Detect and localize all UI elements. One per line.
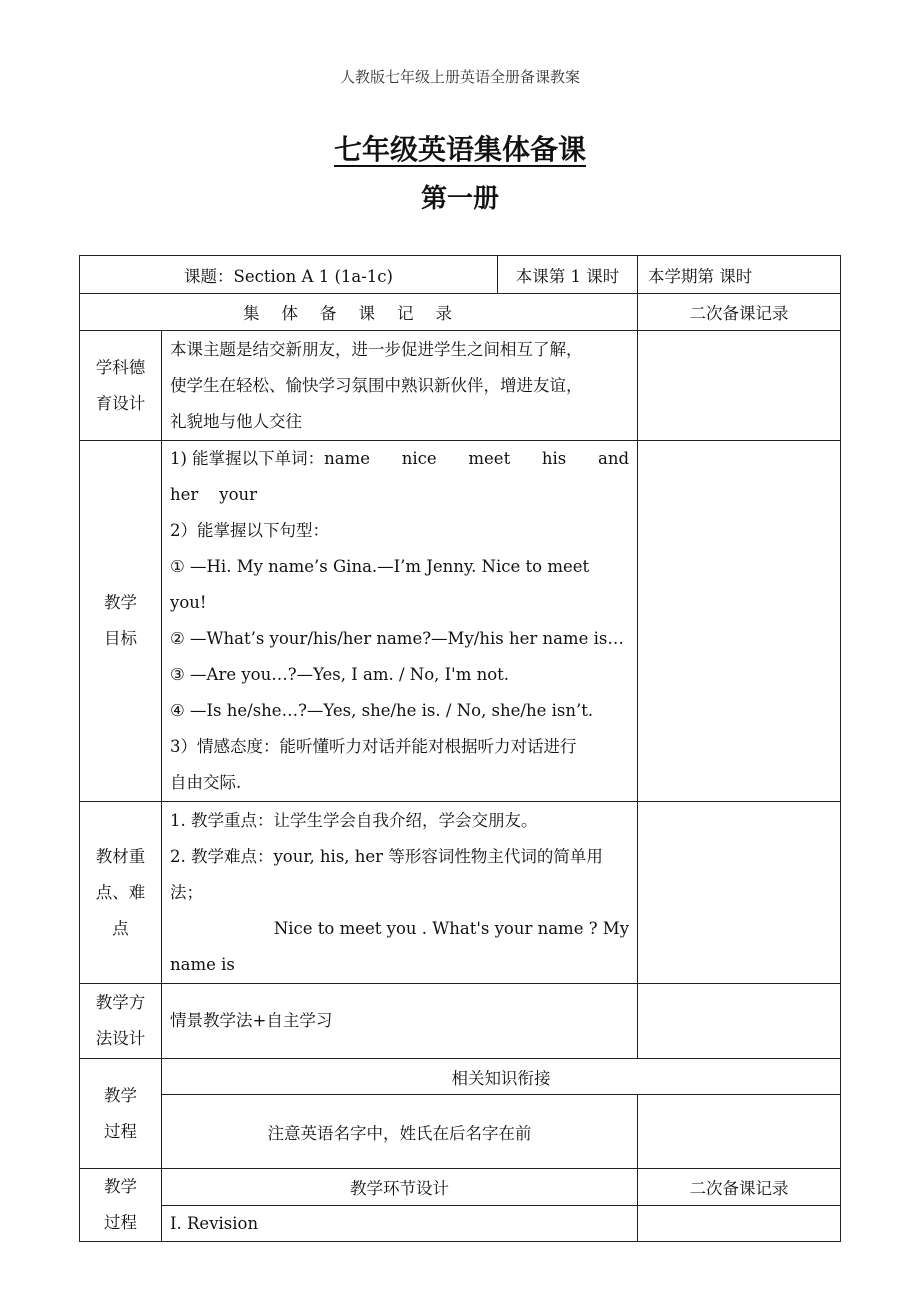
process-label-line1: 教学 [104, 1085, 137, 1105]
topic-row [80, 256, 841, 294]
keypoints-line: 2. 教学难点：your, his, her 等形容词性物主代词的简单用 [170, 846, 603, 866]
vocabulary-line [170, 441, 629, 477]
sentence-pattern: ④ —Is he/she…?—Yes, she/he is. / No, she/he isn’t. [170, 701, 594, 720]
page-header: 人教版七年级上册英语全册备课教案 [339, 68, 580, 86]
keypoints-line: Nice to meet you . What's your name ? My [273, 918, 630, 938]
goals-line: 2）能掌握以下句型： [170, 521, 329, 540]
vocab-word: meet [468, 449, 511, 468]
moral-secondary-cell [638, 331, 841, 441]
secondary-record-header-2: 二次备课记录 [638, 1169, 841, 1206]
sentence-pattern: ② —What’s your/his/her name?—My/his her name is… [170, 629, 624, 648]
knowledge-secondary-cell [638, 1095, 841, 1169]
keypoints-label-line2: 点、难点 [95, 882, 146, 938]
key-points-label [80, 802, 162, 984]
process2-label-line1: 教学 [104, 1177, 137, 1196]
moral-line: 本课主题是结交新朋友，进一步促进学生之间相互了解， [170, 339, 583, 359]
process-design-header-row [80, 1169, 841, 1206]
goals-line: her your [170, 485, 258, 504]
keypoints-secondary-cell [638, 802, 841, 984]
vocab-word: and [597, 449, 630, 468]
teaching-method-content [162, 984, 638, 1059]
collective-record-header: 集体备课记录 [80, 294, 638, 331]
document-subtitle: 第一册 [420, 184, 499, 214]
goals-secondary-cell [638, 441, 841, 802]
sentence-pattern: ① —Hi. My name’s Gina.—I’m Jenny. Nice to meet you! [170, 557, 590, 612]
goals-line: 自由交际. [170, 773, 242, 792]
moral-design-label [80, 331, 162, 441]
vocab-word: his [541, 449, 567, 468]
moral-label-line2: 育设计 [95, 393, 146, 413]
vocab-word: nice [401, 449, 437, 468]
revision-secondary-cell [638, 1206, 841, 1242]
goals-line: 3）情感态度：能听懂听力对话并能对根据听力对话进行 [170, 737, 577, 756]
process-design-row [80, 1206, 841, 1242]
semester-cell: 本学期第 课时 [638, 256, 841, 294]
moral-design-row [80, 331, 841, 441]
key-points-row [80, 802, 841, 984]
lesson-number-cell: 本课第 1 课时 [498, 256, 638, 294]
key-points-content [162, 802, 638, 984]
method-label-line2: 法设计 [95, 1029, 146, 1048]
moral-line: 礼貌地与他人交往 [170, 411, 302, 431]
sentence-pattern: ③ —Are you…?—Yes, I am. / No, I'm not. [170, 665, 510, 684]
secondary-record-header: 二次备课记录 [638, 294, 841, 331]
keypoints-line: 1. 教学重点：让学生学会自我介绍，学会交朋友。 [170, 810, 538, 830]
goals-label-line1: 教学 [104, 593, 137, 612]
teaching-method-row [80, 984, 841, 1059]
teaching-goals-content [162, 441, 638, 802]
moral-line: 使学生在轻松、愉快学习氛围中熟识新伙伴，增进友谊， [170, 375, 583, 395]
topic-cell: 课题：Section A 1 (1a-1c) [80, 256, 498, 294]
method-text: 情景教学法+自主学习 [170, 1011, 333, 1030]
teaching-method-label [80, 984, 162, 1059]
goals-label-line2: 目标 [104, 629, 137, 648]
keypoints-line: 法； [170, 882, 203, 902]
process2-label-line2: 过程 [104, 1213, 137, 1232]
method-label-line1: 教学方 [95, 993, 146, 1012]
lesson-plan-table [79, 255, 841, 1242]
teaching-goals-label [80, 441, 162, 802]
keypoints-line: name is [170, 954, 235, 974]
related-knowledge-header: 相关知识衔接 [162, 1059, 841, 1095]
process-knowledge-row [80, 1095, 841, 1169]
teaching-step-design-header: 教学环节设计 [162, 1169, 638, 1206]
moral-label-line1: 学科德 [95, 357, 146, 377]
related-knowledge-content: 注意英语名字中，姓氏在后名字在前 [162, 1095, 638, 1169]
document-title: 七年级英语集体备课 [333, 133, 586, 166]
method-secondary-cell [638, 984, 841, 1059]
process-label [80, 1059, 162, 1169]
teaching-goals-row [80, 441, 841, 802]
process-label-line2: 过程 [104, 1121, 137, 1141]
revision-step: Ⅰ. Revision [162, 1206, 638, 1242]
vocab-word: 1) 能掌握以下单词：name [170, 449, 371, 468]
record-header-row [80, 294, 841, 331]
process-label-2 [80, 1169, 162, 1242]
keypoints-label-line1: 教材重 [95, 846, 146, 866]
moral-design-content [162, 331, 638, 441]
process-knowledge-header-row [80, 1059, 841, 1095]
